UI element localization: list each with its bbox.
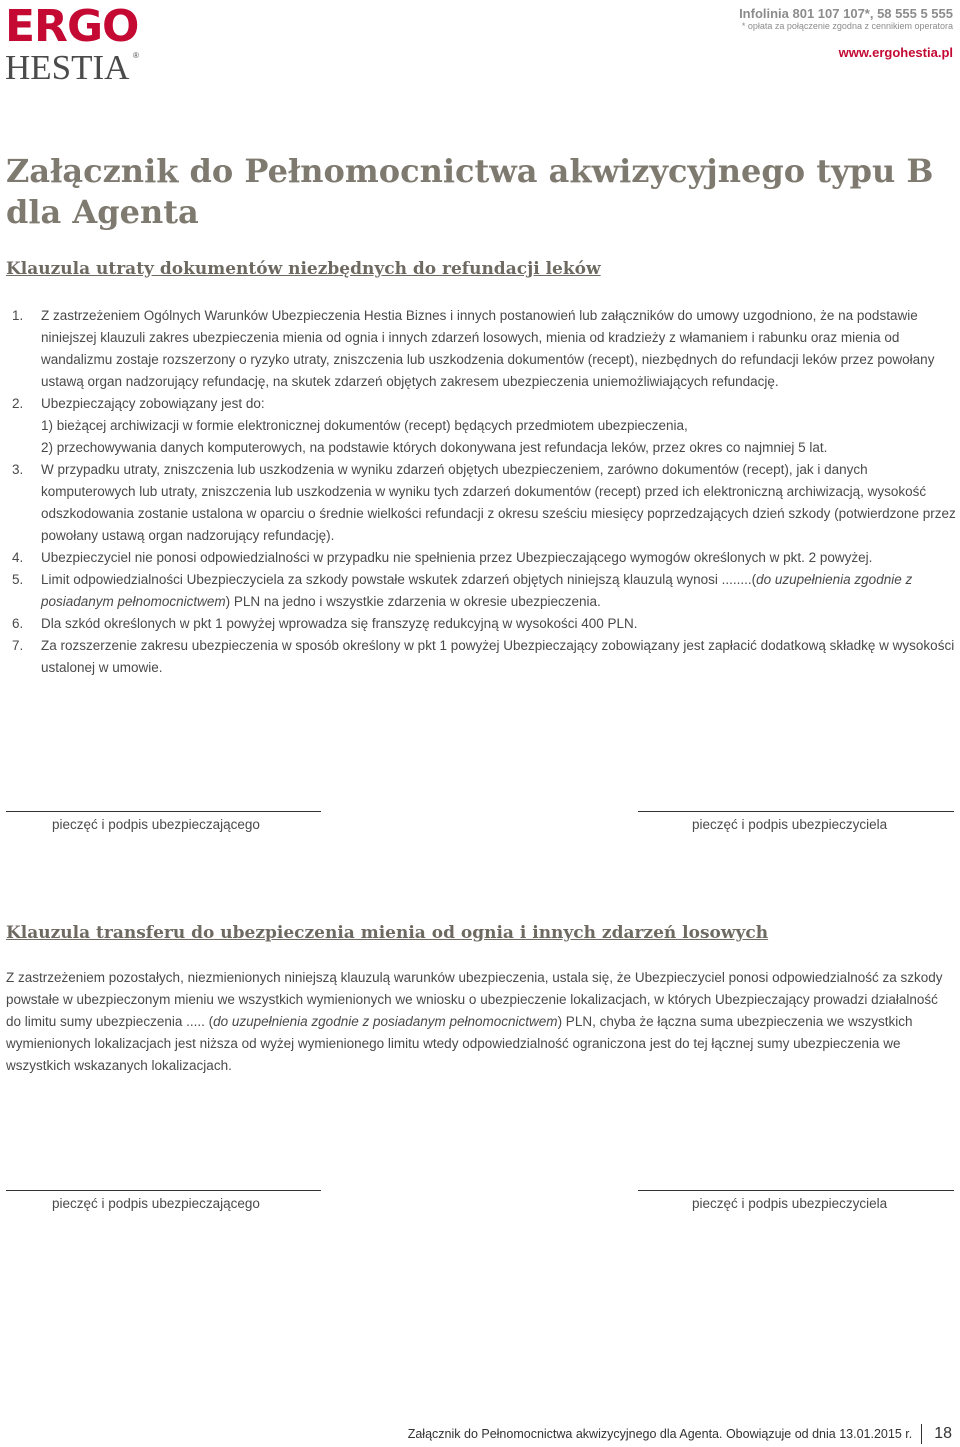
fill-in-note: do uzupełnienia zgodnie z posiadanym pełnomocnictwem (213, 1014, 558, 1029)
clause-number: 2. (12, 396, 24, 411)
transfer-clause-text (6, 967, 952, 1077)
contact-info (739, 6, 953, 60)
clause-item (6, 613, 956, 635)
infolinia-phone: Infolinia 801 107 107*, 58 555 5 555 (739, 6, 953, 21)
page-footer (408, 1424, 952, 1444)
footer-divider (921, 1424, 922, 1444)
refund-clause-list (6, 305, 956, 679)
clause-text: Dla szkód określonych w pkt 1 powyżej wprowadza się franszyzę redukcyjną w wysokości 400 PLN. (41, 616, 638, 631)
signature-label-insured: pieczęć i podpis ubezpieczającego (52, 817, 260, 832)
page-title (6, 151, 933, 233)
clause-subitem: 1) bieżącej archiwizacji w formie elektronicznej dokumentów (recept) będących przedmiotem ubezpieczenia, (41, 418, 688, 433)
title-line-1: Załącznik do Pełnomocnictwa akwizycyjnego typu B (6, 152, 934, 190)
fill-in-note: do uzupełnienia zgodnie z posiadanym pełnomocnictwem (41, 572, 913, 609)
clause-number: 7. (12, 638, 24, 653)
website-link[interactable]: www.ergohestia.pl (838, 45, 953, 60)
call-cost-note: * opłata za połączenie zgodna z cennikiem operatora (741, 21, 953, 31)
footer-text: Załącznik do Pełnomocnictwa akwizycyjnego dla Agenta. Obowiązuje od dnia 13.01.2015 r. (407, 1427, 913, 1441)
clause-text: Limit odpowiedzialności Ubezpieczyciela za szkody powstałe wskutek zdarzeń objętych niniejszą klauzulą wynosi ........( (41, 572, 757, 587)
logo-hestia-text: HESTIA (5, 48, 130, 87)
signature-line-insured-2 (6, 1190, 321, 1191)
section-heading-refund-clause: Klauzula utraty dokumentów niezbędnych do refundacji leków (6, 259, 601, 279)
clause-text: ) PLN na jedno i wszystkie zdarzenia w okresie ubezpieczenia. (225, 594, 601, 609)
ergo-hestia-logo (5, 1, 145, 87)
clause-text: Ubezpieczający zobowiązany jest do: (41, 396, 265, 411)
signature-line-insurer (638, 811, 954, 812)
clause-item (6, 635, 956, 679)
clause-number: 1. (12, 308, 24, 323)
signature-line-insured (6, 811, 321, 812)
clause-item (6, 547, 956, 569)
registered-mark: ® (133, 51, 139, 60)
clause-text: W przypadku utraty, zniszczenia lub uszkodzenia w wyniku zdarzeń objętych ubezpieczeniem, zarówno dokumentów (recept), jak i danych komputerowych lub utraty, zniszczenia lub uszkodzenia w wyniku tych zdarzeń dokumentów (recept) przed ich elektroniczną archiwizacją, wysokość odszkodowania zostanie ustalona w oparciu o średnie wielkości refundacji z okresu sześciu miesięcy poprzedzających dzień szkody (potwierdzone przez powołany ustawą organ nadzorujący refundację). (41, 462, 956, 543)
clause-item (6, 569, 956, 613)
clause-number: 6. (12, 616, 24, 631)
section-heading-transfer-clause: Klauzula transferu do ubezpieczenia mienia od ognia i innych zdarzeń losowych (6, 923, 769, 943)
paragraph-text: ) PLN, chyba że łączna suma ubezpieczenia we wszystkich wymienionych lokalizacjach jest niższa od wyżej wymienionego limitu wtedy odpowiedzialność ograniczona jest do tej łącznej sumy ubezpieczenia we wszystkich wskazanych lokalizacjach. (6, 1014, 913, 1073)
clause-text: Ubezpieczyciel nie ponosi odpowiedzialności w przypadku nie spełnienia przez Ubezpieczającego wymogów określonych w pkt. 2 powyżej. (41, 550, 873, 565)
title-line-2: dla Agenta (6, 193, 199, 231)
clause-subitem: 2) przechowywania danych komputerowych, na podstawie których dokonywana jest refundacja leków, przez okres co najmniej 5 lat. (41, 440, 828, 455)
logo-ergo-text: ERGO (5, 1, 139, 52)
clause-item (6, 305, 956, 393)
clause-item (6, 393, 956, 459)
signature-line-insurer-2 (638, 1190, 954, 1191)
signature-label-insured-2: pieczęć i podpis ubezpieczającego (52, 1196, 260, 1211)
clause-number: 3. (12, 462, 24, 477)
paragraph-text: Z zastrzeżeniem pozostałych, niezmienionych niniejszą klauzulą warunków ubezpieczenia, ustala się, że Ubezpieczyciel ponosi odpowiedzialność za szkody powstałe w ubezpieczonym mieniu we wszystkich wymienionych we wniosku o ubezpieczenie lokalizacjach, w których Ubezpieczający prowadzi działalność do limitu sumy ubezpieczenia ..... ( (6, 970, 943, 1029)
clause-text: Za rozszerzenie zakresu ubezpieczenia w sposób określony w pkt 1 powyżej Ubezpieczający zobowiązany jest zapłacić dodatkową składkę w wysokości ustalonej w umowie. (41, 638, 955, 675)
clause-number: 4. (12, 550, 24, 565)
clause-number: 5. (12, 572, 24, 587)
page-number: 18 (934, 1425, 952, 1442)
clause-item (6, 459, 956, 547)
clause-text: Z zastrzeżeniem Ogólnych Warunków Ubezpieczenia Hestia Biznes i innych postanowień lub załączników do umowy uzgodniono, że na podstawie niniejszej klauzuli zakres ubezpieczenia mienia od ognia i innych zdarzeń losowych, mienia od kradzieży z włamaniem i rabunku oraz mienia od wandalizmu zostaje rozszerzony o ryzyko utraty, zniszczenia lub uszkodzenia dokumentów (recept), niezbędnych do refundacji leków przez powołany ustawą organ nadzorujący refundację, na skutek zdarzeń objętych zakresem ubezpieczenia uniemożliwiających refundację. (41, 308, 935, 389)
signature-label-insurer-2: pieczęć i podpis ubezpieczyciela (692, 1196, 888, 1211)
signature-label-insurer: pieczęć i podpis ubezpieczyciela (692, 817, 888, 832)
